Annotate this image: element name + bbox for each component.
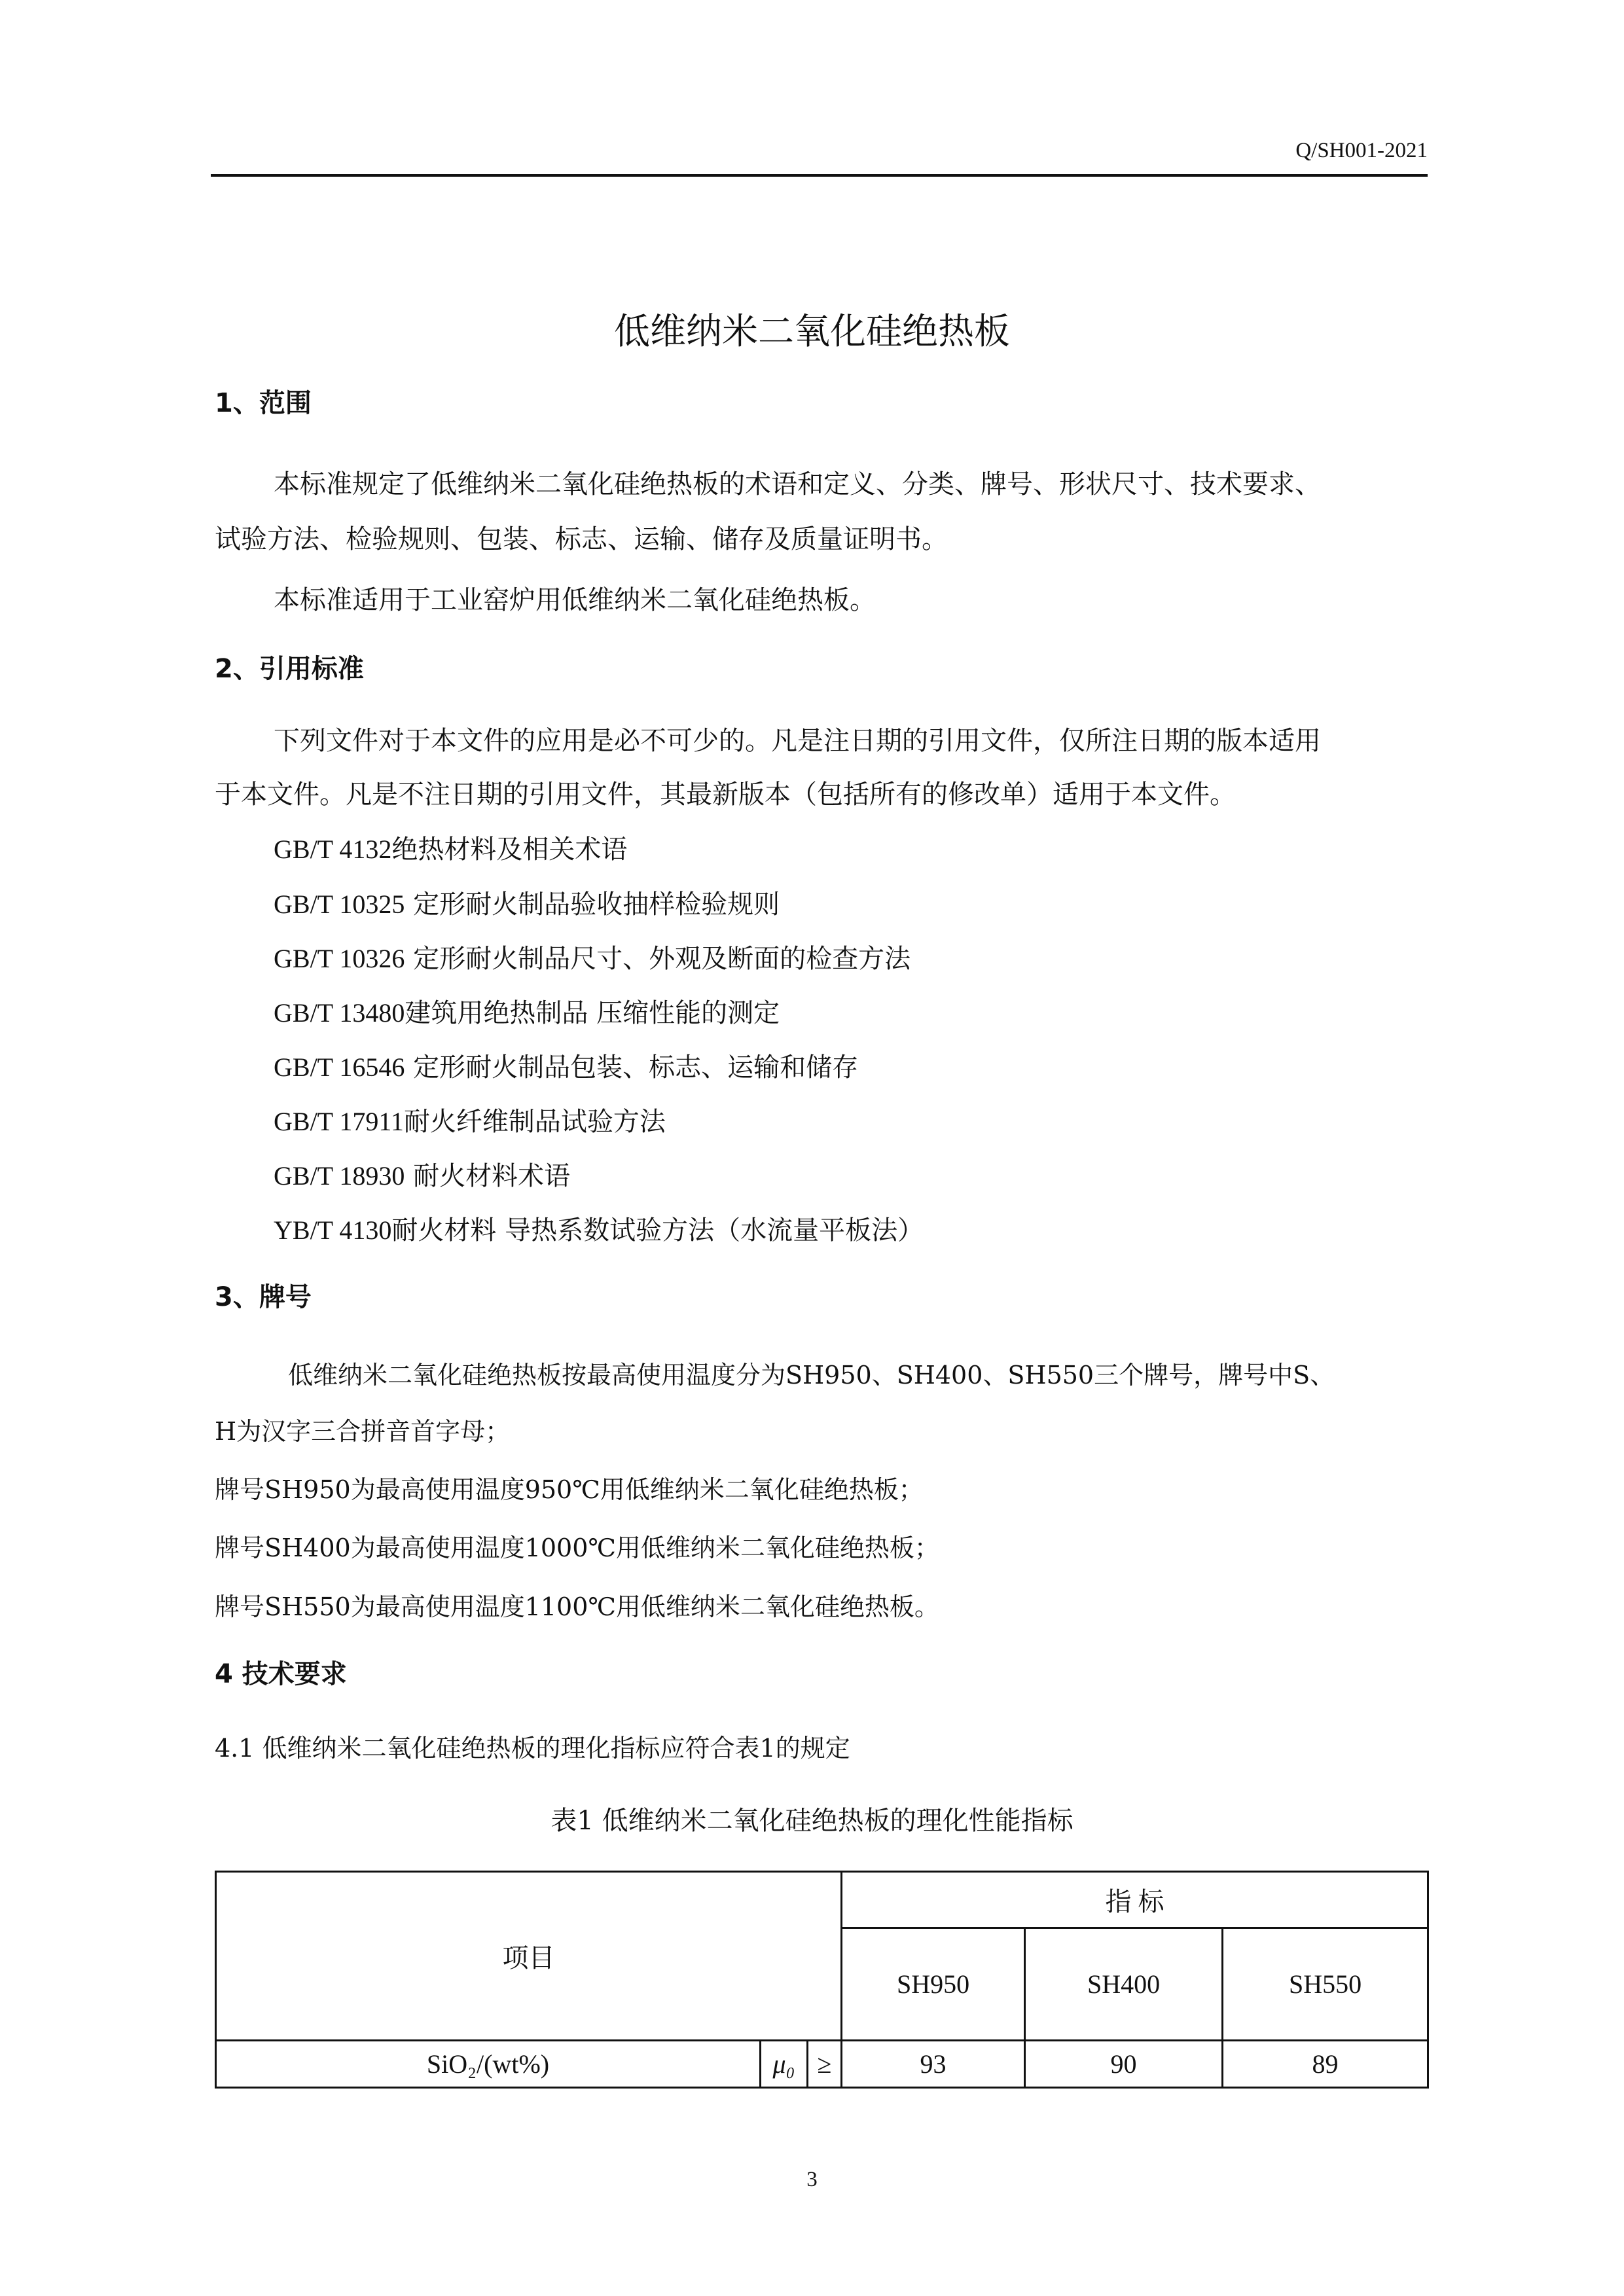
header-rule <box>211 174 1428 177</box>
row-symbol: μ₀ <box>761 2041 808 2088</box>
grade-header-sh400: SH400 <box>1025 1928 1223 2041</box>
section-1-paragraph-line-2: 试验方法、检验规则、包装、标志、运输、储存及质量证明书。 <box>215 524 948 554</box>
grade-header-sh950: SH950 <box>842 1928 1025 2041</box>
reference-title: 定形耐火制品尺寸、外观及断面的检查方法 <box>405 944 911 974</box>
row-value-sh550: 89 <box>1223 2041 1428 2088</box>
reference-title: 绝热材料及相关术语 <box>391 834 628 865</box>
reference-item <box>274 829 627 866</box>
reference-code: YB/T 4130 <box>274 1215 392 1245</box>
row-operator: ≥ <box>808 2041 842 2088</box>
section-2-paragraph-line-2: 于本文件。凡是不注日期的引用文件，其最新版本（包括所有的修改单）适用于本文件。 <box>215 780 1236 810</box>
document-code: Q/SH001-2021 <box>1295 139 1428 162</box>
reference-item <box>274 938 911 975</box>
reference-title: 定形耐火制品验收抽样检验规则 <box>405 889 780 920</box>
grade-description: 牌号SH950为最高使用温度950℃用低维纳米二氧化硅绝热板； <box>215 1475 924 1504</box>
section-4-heading: 4 技术要求 <box>215 1659 347 1689</box>
section-1-paragraph-line-1: 本标准规定了低维纳米二氧化硅绝热板的术语和定义、分类、牌号、形状尺寸、技术要求、 <box>274 469 1321 499</box>
grade-header-sh550: SH550 <box>1223 1928 1428 2041</box>
page-title: 低维纳米二氧化硅绝热板 <box>613 310 1010 352</box>
reference-title: 定形耐火制品包装、标志、运输和储存 <box>405 1052 859 1083</box>
reference-title: 建筑用绝热制品 压缩性能的测定 <box>405 998 780 1028</box>
section-3-paragraph-line-2: H为汉字三合拼音首字母； <box>215 1417 511 1446</box>
reference-code: GB/T 13480 <box>274 998 405 1028</box>
reference-title: 耐火材料 导热系数试验方法（水流量平板法） <box>391 1215 924 1246</box>
reference-code: GB/T 18930 <box>274 1161 405 1191</box>
table-caption: 表1 低维纳米二氧化硅绝热板的理化性能指标 <box>550 1806 1074 1836</box>
reference-title: 耐火纤维制品试验方法 <box>403 1107 666 1137</box>
section-3-heading: 3、牌号 <box>215 1282 312 1312</box>
section-1-paragraph-2: 本标准适用于工业窑炉用低维纳米二氧化硅绝热板。 <box>274 585 876 615</box>
row-value-sh950: 93 <box>842 2041 1025 2088</box>
row-item-label: SiO₂/(wt%) <box>216 2041 761 2088</box>
reference-item <box>274 1155 570 1193</box>
section-1-heading: 1、范围 <box>215 388 312 418</box>
reference-code: GB/T 16546 <box>274 1052 405 1082</box>
reference-code: GB/T 4132 <box>274 834 392 864</box>
reference-code: GB/T 17911 <box>274 1107 404 1136</box>
index-header-cell: 指 标 <box>842 1872 1428 1928</box>
reference-code: GB/T 10325 <box>274 889 405 919</box>
item-header-cell: 项目 <box>216 1872 842 2041</box>
page-number: 3 <box>806 2168 818 2191</box>
grade-description: 牌号SH400为最高使用温度1000℃用低维纳米二氧化硅绝热板； <box>215 1534 939 1562</box>
reference-item <box>274 884 780 921</box>
reference-item <box>274 1210 924 1247</box>
reference-item <box>274 1101 666 1138</box>
section-2-paragraph-line-1: 下列文件对于本文件的应用是必不可少的。凡是注日期的引用文件，仅所注日期的版本适用 <box>274 726 1321 756</box>
reference-item <box>274 992 780 1030</box>
section-2-heading: 2、引用标准 <box>215 654 364 684</box>
reference-title: 耐火材料术语 <box>405 1161 571 1191</box>
properties-table <box>215 1871 1429 2089</box>
row-value-sh400: 90 <box>1025 2041 1223 2088</box>
reference-code: GB/T 10326 <box>274 944 405 973</box>
clause-4-1: 4.1 低维纳米二氧化硅绝热板的理化指标应符合表1的规定 <box>215 1734 850 1763</box>
grade-description: 牌号SH550为最高使用温度1100℃用低维纳米二氧化硅绝热板。 <box>215 1592 939 1621</box>
reference-item <box>274 1047 858 1084</box>
section-3-paragraph-line-1: 低维纳米二氧化硅绝热板按最高使用温度分为SH950、SH400、SH550三个牌号，牌号中S、 <box>288 1361 1335 1390</box>
